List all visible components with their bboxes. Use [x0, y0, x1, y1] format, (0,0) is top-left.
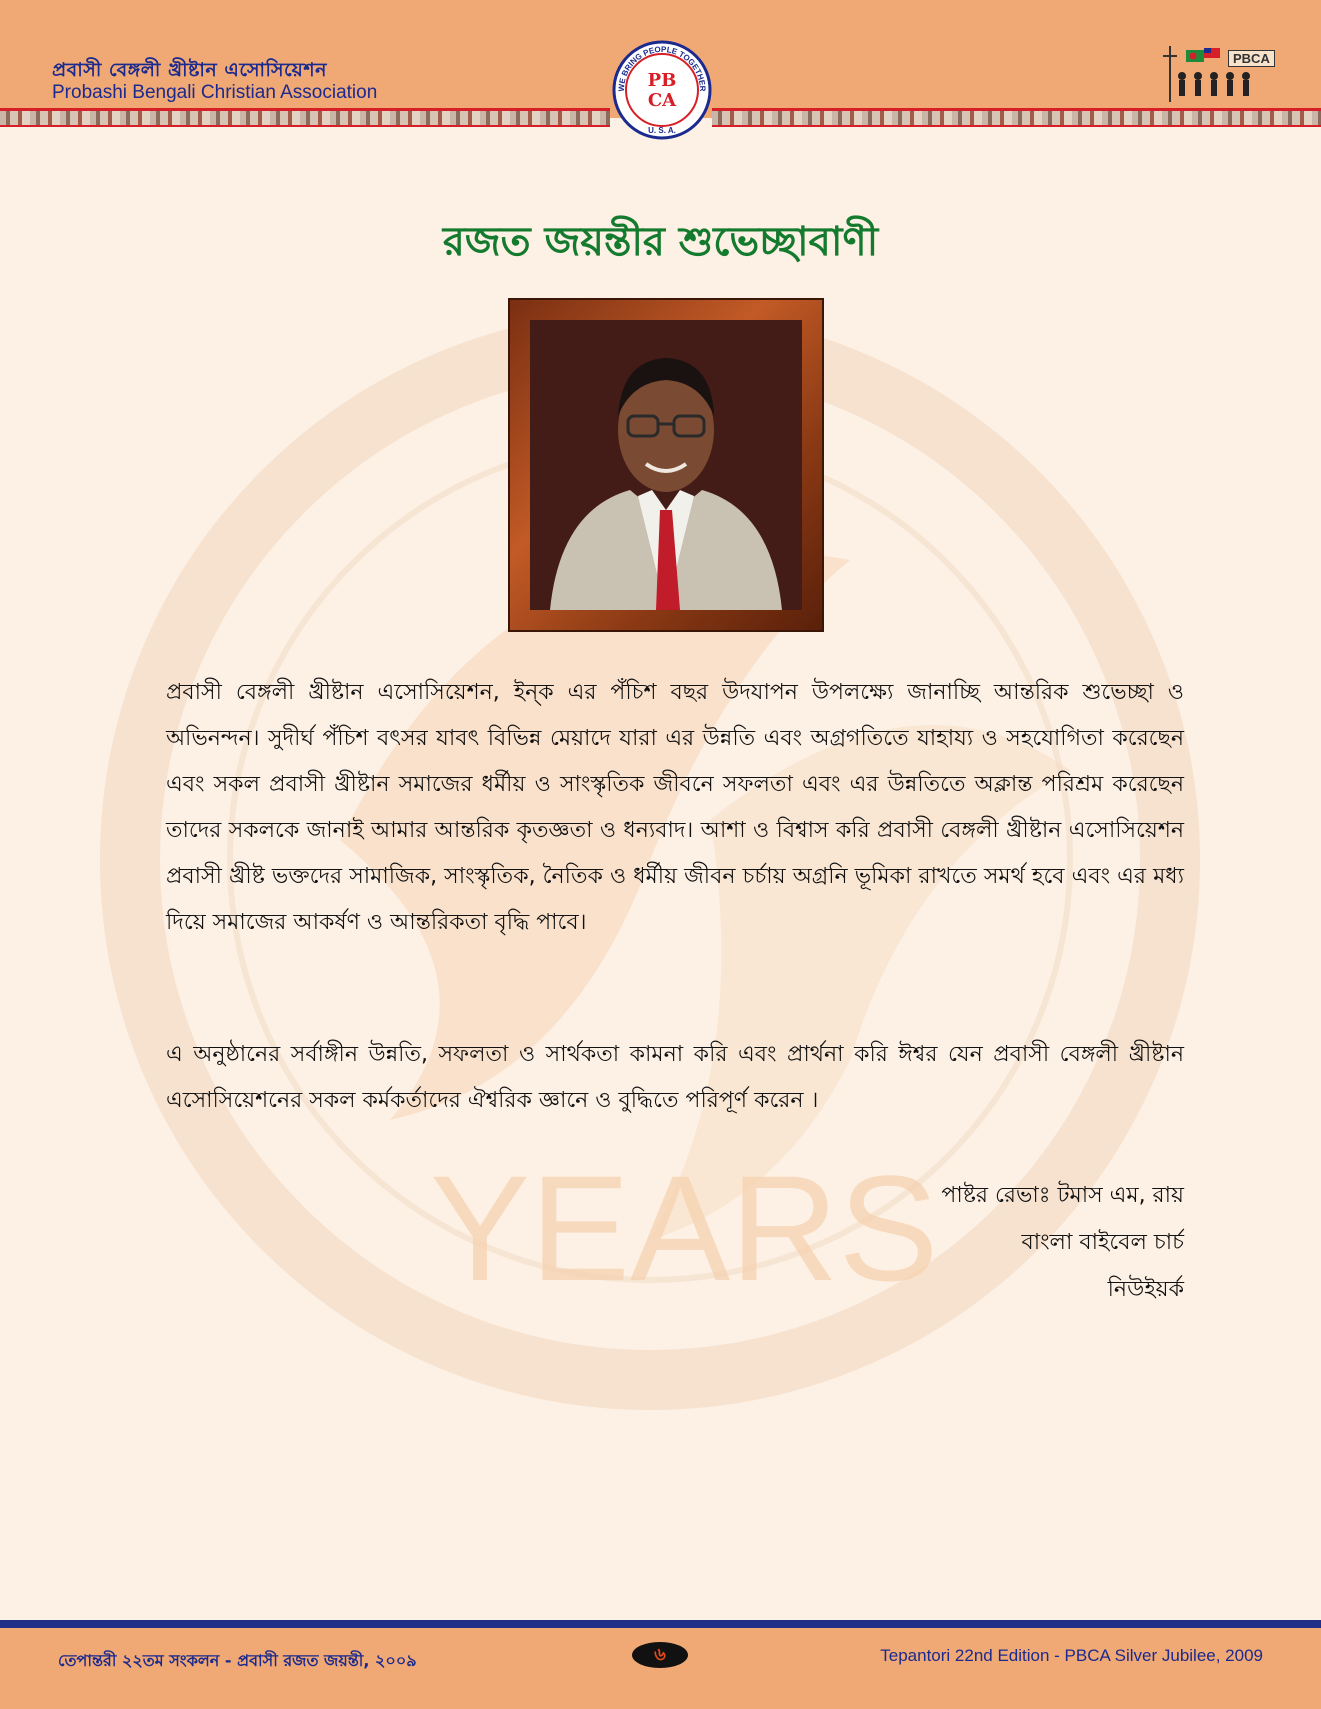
signatory-church: বাংলা বাইবেল চার্চ — [1021, 1230, 1184, 1255]
pbca-corner-label: PBCA — [1228, 50, 1275, 67]
signature-block — [941, 1172, 1184, 1313]
page-title: রজত জয়ন্তীর শুভেচ্ছাবাণী — [442, 218, 879, 265]
signatory-name: পাষ্টর রেভাঃ টমাস এম, রায় — [941, 1183, 1184, 1208]
org-name-bengali: প্রবাসী বেঙ্গলী খ্রীষ্টান এসোসিয়েশন — [52, 59, 327, 81]
org-name-english: Probashi Bengali Christian Association — [52, 82, 378, 103]
seal-motto: WE BRING PEOPLE TOGETHER — [616, 44, 708, 92]
portrait-frame — [510, 300, 822, 630]
page-footer — [0, 1620, 1321, 1709]
message-paragraph-1: প্রবাসী বেঙ্গলী খ্রীষ্টান এসোসিয়েশন, ইন্‌ক এর পঁচিশ বছর উদযাপন উপলক্ষ্যে জানাচ্ছি আন্তরিক শুভেচ্ছা ও অভিনন্দন। সুদীর্ঘ পঁচিশ বৎসর যাবৎ বিভিন্ন মেয়াদে যারা এর উন্নতি এবং অগ্রগতিতে যাহায্য ও সহযোগিতা করেছেন এবং সকল প্রবাসী খ্রীষ্টান সমাজের ধর্মীয় ও সাংস্কৃতিক জীবনে সফলতা এবং এর উন্নতিতে অক্লান্ত পরিশ্রম করেছেন তাদের সকলকে জানাই আমার আন্তরিক কৃতজ্ঞতা ও ধন্যবাদ। আশা ও বিশ্বাস করি প্রবাসী বেঙ্গলী খ্রীষ্টান এসোসিয়েশন প্রবাসী খ্রীষ্ট ভক্তদের সামাজিক, সাংস্কৃতিক, নৈতিক ও ধর্মীয় জীবন চর্চায় অগ্রনি ভূমিকা রাখতে সমর্থ হবে এবং এর মধ্য দিয়ে সমাজের আকর্ষণ ও আন্তরিকতা বৃদ্ধি পাবে। — [166, 680, 1184, 935]
portrait-photo — [530, 320, 802, 610]
signatory-city: নিউইয়র্ক — [1107, 1277, 1184, 1302]
page-number: ৬ — [632, 1642, 688, 1668]
svg-text:PB: PB — [647, 70, 677, 91]
seal-country: U. S. A. — [648, 126, 676, 135]
decorative-strip-left — [0, 108, 610, 127]
watermark-years-text: YEARS — [430, 1144, 939, 1312]
footer-right-text: Tepantori 22nd Edition - PBCA Silver Jubilee, 2009 — [880, 1646, 1263, 1665]
footer-left-text: তেপান্তরী ২২তম সংকলন - প্রবাসী রজত জয়ন্তী, ২০০৯ — [58, 1651, 417, 1670]
svg-text:CA: CA — [647, 90, 677, 111]
pbca-seal-logo — [612, 40, 712, 140]
message-paragraph-2: এ অনুষ্ঠানের সর্বাঙ্গীন উন্নতি, সফলতা ও সার্থকতা কামনা করি এবং প্রার্থনা করি ঈশ্বর যেন প্রবাসী বেঙ্গলী খ্রীষ্টান এসোসিয়েশনের সকল কর্মকর্তাদের ঐশ্বরিক জ্ঞানে ও বুদ্ধিতে পরিপূর্ণ করেন । — [166, 1042, 1184, 1113]
